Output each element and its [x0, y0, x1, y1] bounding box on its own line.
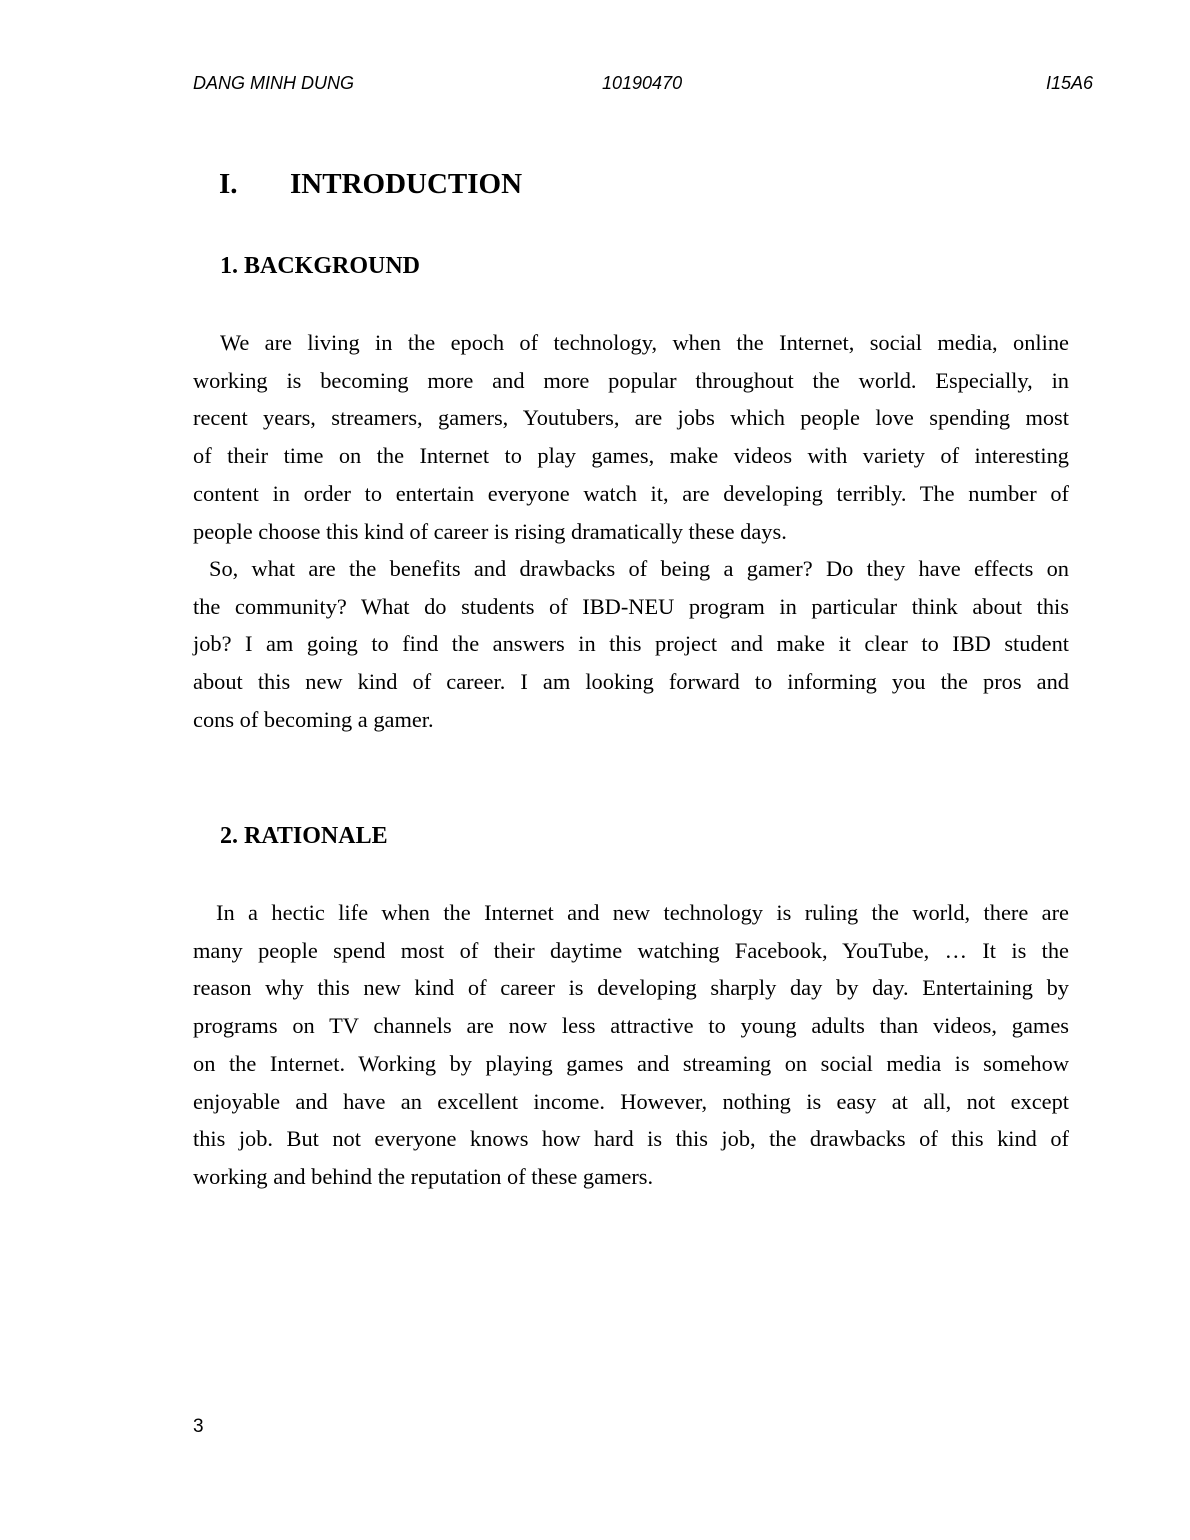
text-line: So, what are the benefits and drawbacks of being a gamer? Do they have effects on: [209, 556, 1069, 581]
text-line: In a hectic life when the Internet and new technology is ruling the world, there are: [216, 900, 1069, 925]
text-line: the community? What do students of IBD-NEU program in particular think about this: [193, 593, 1069, 619]
text-line: cons of becoming a gamer.: [193, 706, 434, 732]
background-paragraph-2: [193, 550, 1069, 739]
text-line: working is becoming more and more popular throughout the world. Especially, in: [193, 367, 1069, 393]
text-line: content in order to entertain everyone watch it, are developing terribly. The number of: [193, 480, 1069, 506]
header-student-id: 10190470: [602, 73, 683, 93]
text-line: this job. But not everyone knows how hard is this job, the drawbacks of this kind of: [193, 1126, 1069, 1152]
text-line: enjoyable and have an excellent income. However, nothing is easy at all, not except: [193, 1088, 1069, 1114]
text-line: recent years, streamers, gamers, Youtubers, are jobs which people love spending most: [193, 405, 1069, 431]
section-number: I.: [219, 168, 238, 200]
text-line: programs on TV channels are now less attractive to young adults than videos, games: [193, 1013, 1069, 1039]
header-author: DANG MINH DUNG: [193, 73, 354, 93]
text-line: on the Internet. Working by playing games and streaming on social media is somehow: [193, 1050, 1069, 1076]
text-line: reason why this new kind of career is developing sharply day by day. Entertaining by: [193, 975, 1069, 1001]
background-paragraph-1: [193, 324, 1069, 550]
text-line: of their time on the Internet to play games, make videos with variety of interesting: [193, 443, 1069, 469]
text-line: many people spend most of their daytime watching Facebook, YouTube, … It is the: [193, 937, 1069, 963]
text-line: about this new kind of career. I am looking forward to informing you the pros and: [193, 669, 1069, 695]
text-line: people choose this kind of career is rising dramatically these days.: [193, 518, 787, 544]
header-class: I15A6: [1046, 73, 1094, 93]
section-title: INTRODUCTION: [290, 168, 523, 200]
background-heading: 1. BACKGROUND: [220, 253, 421, 279]
text-line: working and behind the reputation of these gamers.: [193, 1163, 654, 1189]
text-line: We are living in the epoch of technology, when the Internet, social media, online: [220, 330, 1069, 355]
page-number: 3: [193, 1416, 204, 1437]
rationale-heading: 2. RATIONALE: [220, 823, 388, 849]
rationale-paragraph: [193, 894, 1069, 1196]
text-line: job? I am going to find the answers in this project and make it clear to IBD student: [193, 631, 1069, 657]
